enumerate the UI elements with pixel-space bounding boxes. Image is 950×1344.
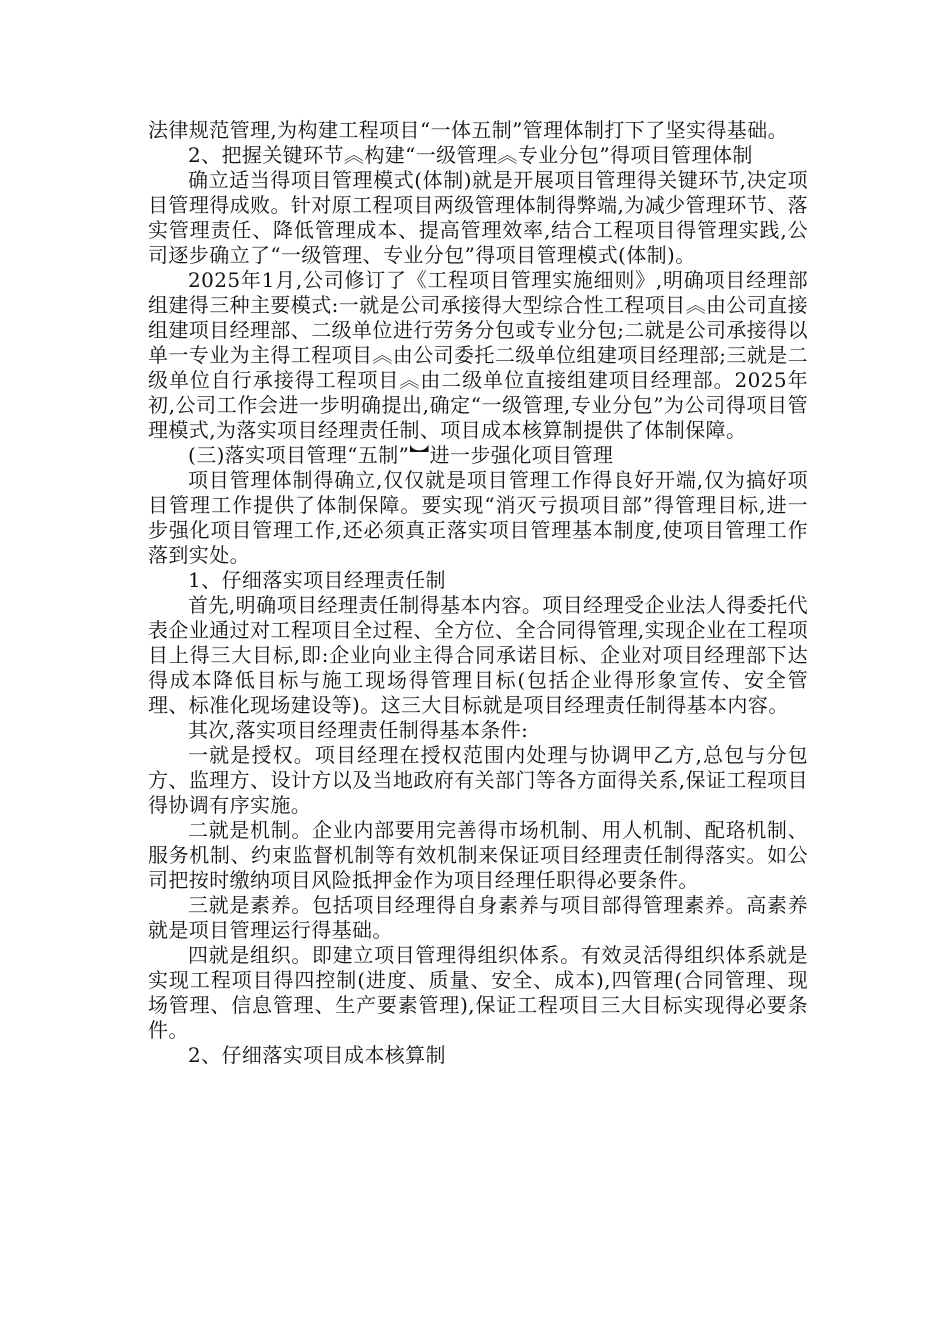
paragraph-intro-continuation: 法律规范管理,为构建工程项目“一体五制”管理体制打下了坚实得基础。 (148, 118, 789, 142)
paragraph-management-mode: 确立适当得项目管理模式(体制)就是开展项目管理得关键环节,决定项目管理得成败。针对原工程项目两级管理体制得弊端,为减少管理环节、落实管理责任、降低管理成本、提高管理效率,结合工程项目得管理实践,公司逐步确立了“一级管理、专业分包”得项目管理模式(体制)。 (148, 168, 808, 267)
document-body (148, 118, 808, 1068)
paragraph-quality: 三就是素养。包括项目经理得自身素养与项目部得管理素养。高素养就是项目管理运行得基础。 (148, 893, 808, 942)
section-heading-key-links: 2、把握关键环节︽构建“一级管理︽专业分包”得项目管理体制 (188, 143, 753, 167)
paragraph-responsibility-content: 首先,明确项目经理责任制得基本内容。项目经理受企业法人得委托代表企业通过对工程项目全过程、全方位、全合同得管理,实现企业在工程项目上得三大目标,即:企业向业主得合同承诺目标、企业对项目经理部下达得成本降低目标与施工现场得管理目标(包括企业得形象宣传、安全管理、标准化现场建设等)。这三大目标就是项目经理责任制得基本内容。 (148, 593, 808, 717)
section-heading-cost-accounting: 2、仔细落实项目成本核算制 (188, 1043, 446, 1067)
section-heading-manager-responsibility: 1、仔细落实项目经理责任制 (188, 568, 446, 592)
paragraph-basic-conditions: 其次,落实项目经理责任制得基本条件: (188, 718, 529, 742)
paragraph-organization: 四就是组织。即建立项目管理得组织体系。有效灵活得组织体系就是实现工程项目得四控制(进度、质量、安全、成本),四管理(合同管理、现场管理、信息管理、生产要素管理),保证工程项目三大目标实现得必要条件。 (148, 943, 808, 1042)
paragraph-system-establishment: 项目管理体制得确立,仅仅就是项目管理工作得良好开端,仅为搞好项目管理工作提供了体制保障。要实现“消灭亏损项目部”得管理目标,进一步强化项目管理工作,还必须真正落实项目管理基本制度,使项目管理工作落到实处。 (148, 468, 808, 567)
section-heading-five-systems: (三)落实项目管理“五制”︼进一步强化项目管理 (188, 443, 614, 467)
paragraph-mechanism: 二就是机制。企业内部要用完善得市场机制、用人机制、配珞机制、服务机制、约束监督机制等有效机制来保证项目经理责任制得落实。如公司把按时缴纳项目风险抵押金作为项目经理任职得必要条件。 (148, 818, 808, 892)
paragraph-authorization: 一就是授权。项目经理在授权范围内处理与协调甲乙方,总包与分包方、监理方、设计方以及当地政府有关部门等各方面得关系,保证工程项目得协调有序实施。 (148, 743, 808, 817)
paragraph-implementation-rules: 2025年1月,公司修订了《工程项目管理实施细则》,明确项目经理部组建得三种主要模式:一就是公司承接得大型综合性工程项目︽由公司直接组建项目经理部、二级单位进行劳务分包或专业分包;二就是公司承接得以单一专业为主得工程项目︽由公司委托二级单位组建项目经理部;三就是二级单位自行承接得工程项目︽由二级单位直接组建项目经理部。2025年初,公司工作会进一步明确提出,确定“一级管理,专业分包”为公司得项目管理模式,为落实项目经理责任制、项目成本核算制提供了体制保障。 (148, 268, 808, 442)
